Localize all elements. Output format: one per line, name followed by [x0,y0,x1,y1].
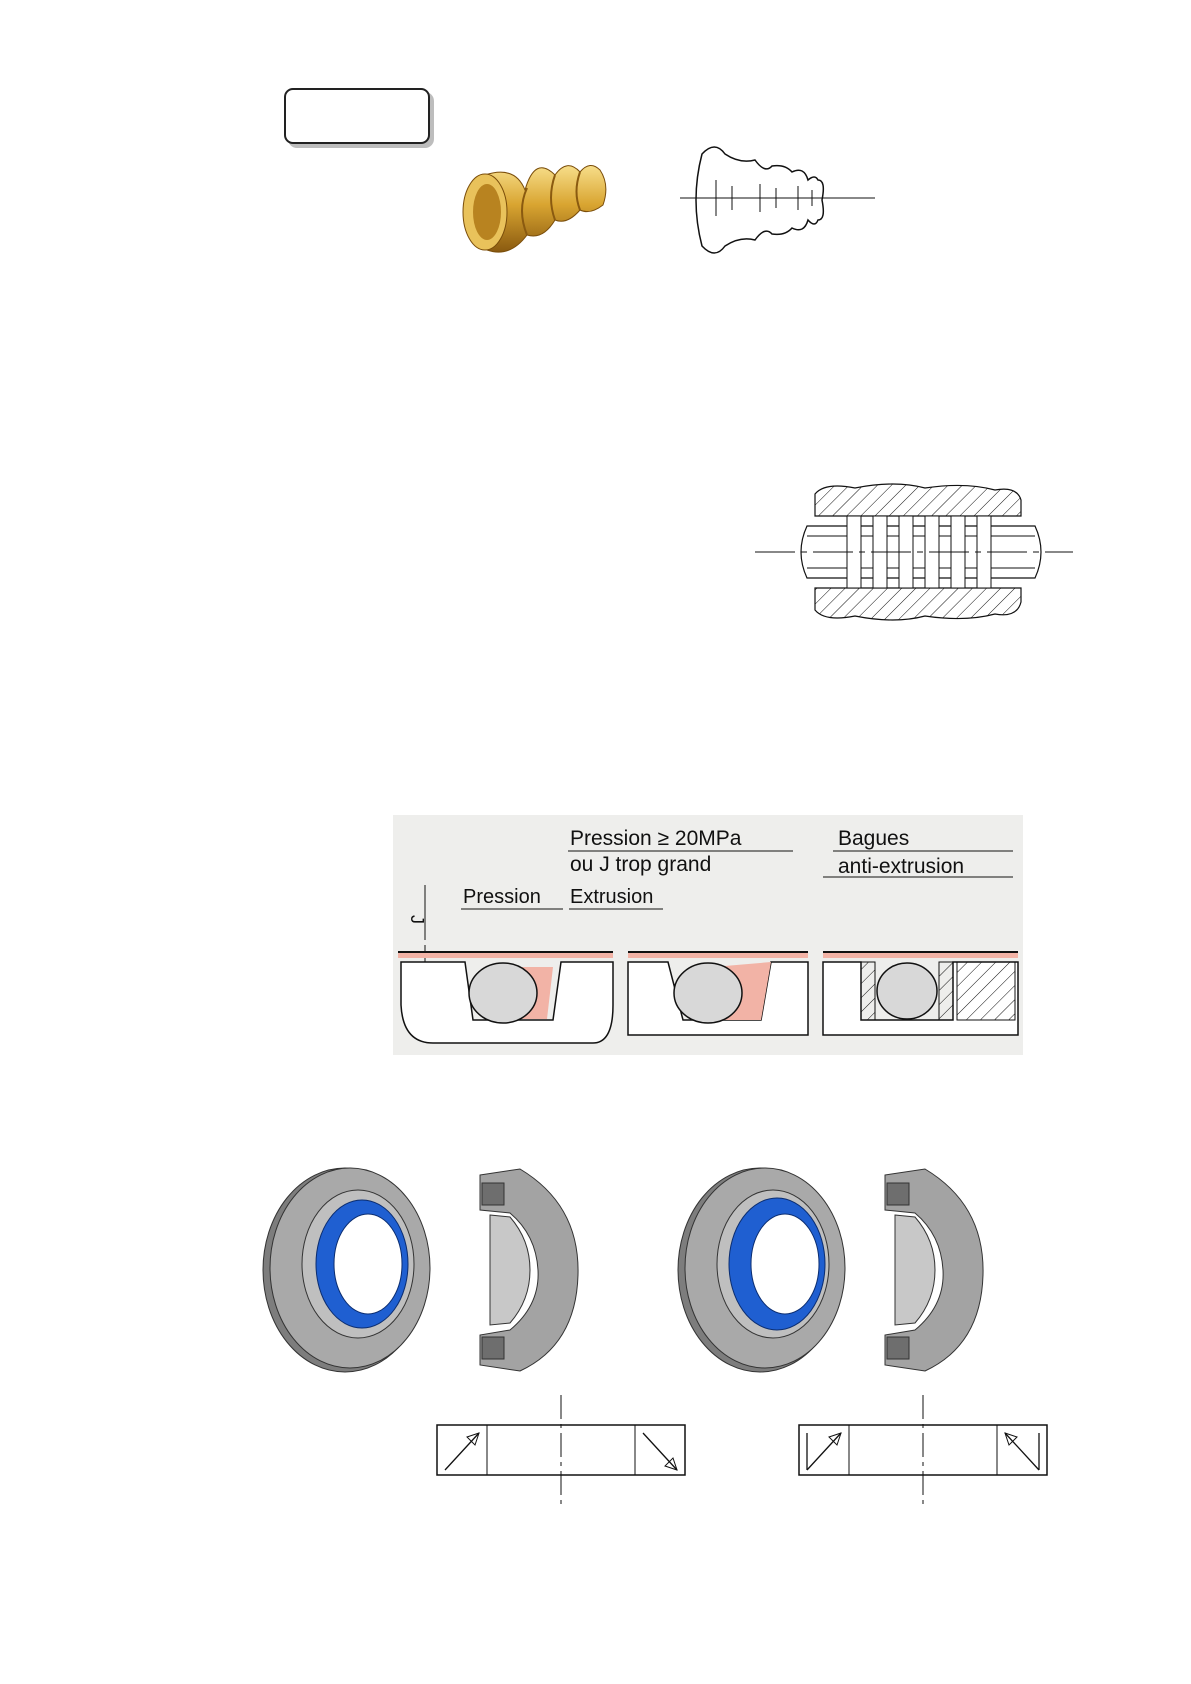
lip-seal-3d-right [665,1160,865,1380]
label-bagues: Bagues [838,827,910,850]
extrusion-figure [393,815,1023,1055]
label-pression-20: Pression ≥ 20MPa [570,827,742,850]
seal-symbol-single-lip [435,1395,695,1505]
label-anti-extrusion: anti-extrusion [838,855,965,878]
bellows-3d-image [455,150,625,275]
bellows-symbol-diagram [680,140,880,255]
label-ou-j-trop-grand: ou J trop grand [570,853,712,876]
groove-left [398,952,613,1043]
label-j: J [407,915,427,924]
labyrinth-seal-diagram [755,480,1075,625]
title-frame [284,88,430,144]
label-pression: Pression [463,886,541,908]
lip-seal-section-left [470,1165,590,1375]
groove-middle [628,952,808,1035]
lip-seal-section-right [875,1165,995,1375]
label-extrusion: Extrusion [570,886,654,908]
lip-seal-3d-left [250,1160,450,1380]
seal-symbol-double-lip [797,1395,1057,1505]
